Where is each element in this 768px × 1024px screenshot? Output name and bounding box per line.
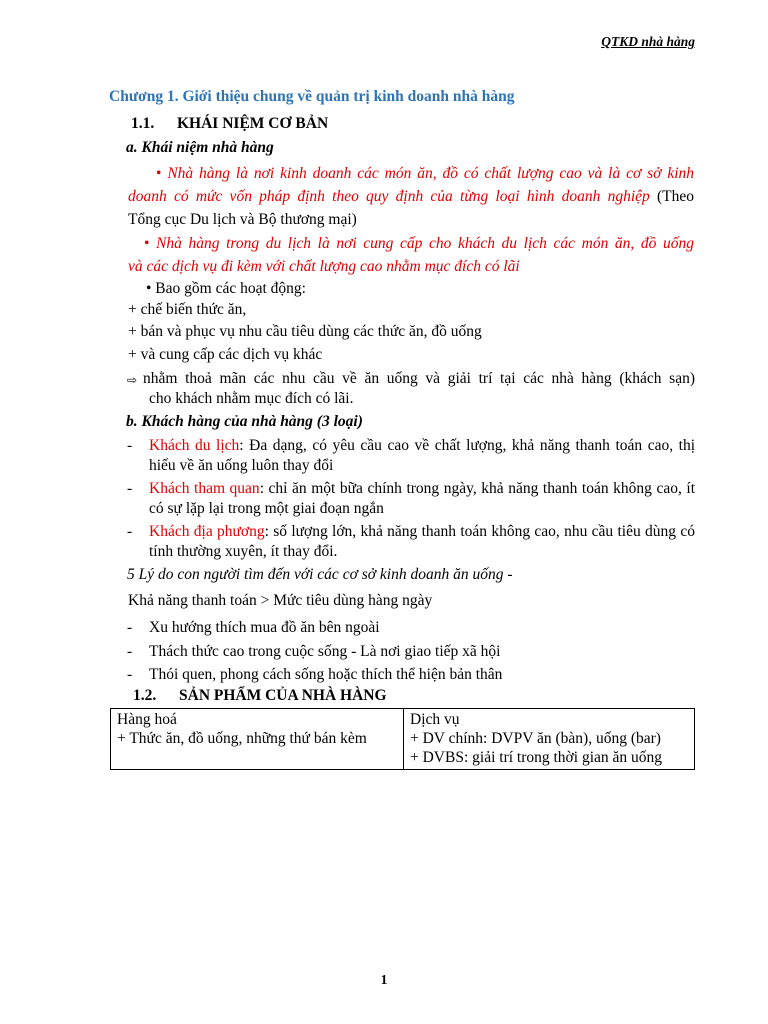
conclusion-line-2: cho khách nhằm mục đích có lãi. (149, 390, 354, 407)
table-cell-line: + DV chính: DVPV ăn (bàn), uống (bar) (410, 730, 661, 747)
customer-item (127, 479, 695, 519)
section-title: KHÁI NIỆM CƠ BẢN (177, 115, 329, 132)
table-cell-services (404, 709, 695, 770)
reason-item (127, 665, 695, 685)
running-header: QTKD nhà hàng (601, 34, 695, 49)
customer-type: Khách du lịch (149, 437, 240, 454)
section-number: 1.1. (131, 115, 155, 132)
definition-2-line-1 (128, 232, 694, 255)
definition-2-red-text-2: và các dịch vụ đi kèm với chất lượng cao nhằm mục đích có lãi (128, 258, 520, 275)
customer-text (127, 522, 695, 562)
table-cell-goods (111, 709, 404, 770)
reasons-title: 5 Lý do con người tìm đến với các cơ sở kinh doanh ăn uống - (127, 566, 513, 583)
customer-item (127, 436, 695, 476)
customer-description: : Đa dạng, có yêu cầu cao về chất lượng, khả năng thanh toán cao, thị hiếu về ăn uống luôn thay đổi (149, 437, 696, 474)
table-row (111, 709, 695, 770)
activities-intro: • Bao gồm các hoạt động: (146, 280, 306, 297)
customer-text (127, 479, 695, 519)
definition-1 (128, 162, 694, 231)
table-cell-heading: Hàng hoá (117, 711, 177, 728)
customer-type: Khách tham quan (149, 480, 260, 497)
reason-item (127, 642, 695, 662)
section-heading-1-2 (133, 687, 387, 705)
right-arrow-icon: ⇨ (127, 373, 138, 387)
definition-2-red-text-1: Nhà hàng trong du lịch là nơi cung cấp cho khách du lịch các món ăn, đồ uống (156, 235, 695, 252)
reason-first: Khả năng thanh toán > Mức tiêu dùng hàng ngày (128, 592, 433, 609)
customer-item (127, 522, 695, 562)
customer-text (127, 436, 695, 476)
definition-1-line-1 (128, 162, 694, 185)
section-number: 1.2. (133, 687, 157, 704)
customer-description: : chỉ ăn một bữa chính trong ngày, khả năng thanh toán không cao, ít có sự lặp lại trong một giai đoạn ngắn (149, 480, 695, 517)
subheading-a: a. Khái niệm nhà hàng (126, 139, 274, 156)
reason-text: Xu hướng thích mua đồ ăn bên ngoài (149, 619, 380, 636)
page-number: 1 (380, 972, 388, 987)
reason-item (127, 618, 695, 638)
dash-marker: - (127, 643, 133, 660)
bullet-marker: • (144, 235, 150, 252)
section-heading-1-1 (131, 115, 328, 133)
dash-marker: - (127, 437, 133, 454)
dash-marker: - (127, 523, 133, 540)
customer-description: : số lượng lớn, khả năng thanh toán không cao, nhu cầu tiêu dùng có tính thường xuyên, ít thay đổi. (149, 523, 695, 560)
conclusion-line-1: nhằm thoả mãn các nhu cầu về ăn uống và giải trí tại các nhà hàng (khách sạn) (143, 370, 695, 387)
customer-type: Khách địa phương (149, 523, 265, 540)
definition-1-red-text-1: Nhà hàng là nơi kinh doanh các món ăn, đồ có chất lượng cao và là cơ sở kinh (167, 165, 695, 182)
definition-1-line-3: Tổng cục Du lịch và Bộ thương mại) (128, 211, 357, 228)
activity-item: + chế biến thức ăn, (128, 301, 247, 318)
definition-2 (128, 232, 694, 278)
bullet-marker: • (156, 165, 162, 182)
dash-marker: - (127, 619, 133, 636)
definition-1-red-text-2: doanh có mức vốn pháp định theo quy định của từng loại hình doanh nghiệp (128, 188, 650, 205)
product-table (110, 708, 695, 770)
activity-item: + bán và phục vụ nhu cầu tiêu dùng các thức ăn, đồ uống (128, 323, 482, 340)
definition-1-line-2 (128, 185, 694, 208)
chapter-title: Chương 1. Giới thiệu chung về quản trị kinh doanh nhà hàng (109, 88, 515, 105)
table-cell-line: + DVBS: giải trí trong thời gian ăn uống (410, 749, 663, 766)
definition-1-tail: (Theo (656, 188, 694, 205)
dash-marker: - (127, 480, 133, 497)
dash-marker: - (127, 666, 133, 683)
table-cell-line: + Thức ăn, đồ uống, những thứ bán kèm (117, 730, 367, 747)
section-title: SẢN PHẨM CỦA NHÀ HÀNG (179, 687, 387, 704)
reason-text: Thói quen, phong cách sống hoặc thích thể hiện bản thân (149, 666, 503, 683)
subheading-b: b. Khách hàng của nhà hàng (3 loại) (126, 413, 363, 430)
activity-item: + và cung cấp các dịch vụ khác (128, 346, 323, 363)
reason-text: Thách thức cao trong cuộc sống - Là nơi giao tiếp xã hội (149, 643, 501, 660)
activities-conclusion (127, 369, 695, 409)
table-cell-heading: Dịch vụ (410, 711, 460, 728)
